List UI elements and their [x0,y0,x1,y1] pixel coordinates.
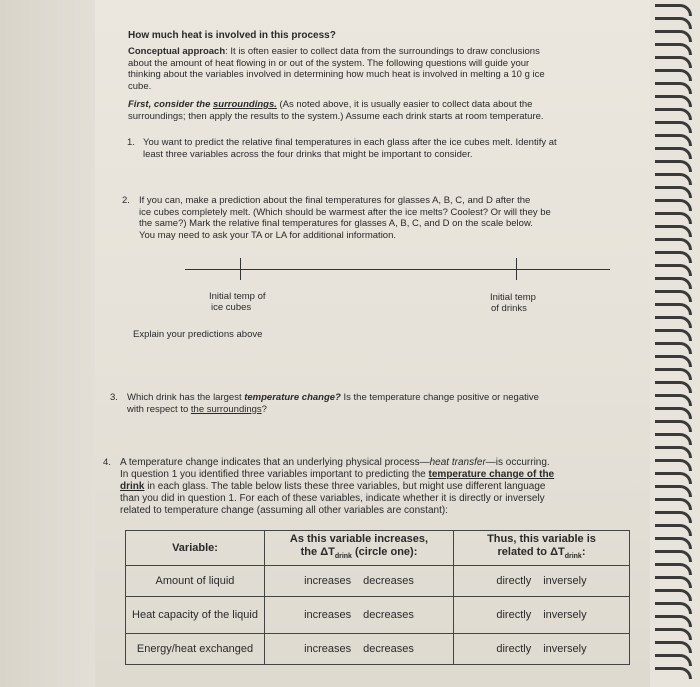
relation-options [454,634,630,665]
q3-number: 3. [110,392,118,403]
change-options [265,634,454,665]
header-relation: Thus, this variable is related to $\Delta T_{drink}$: [454,531,630,566]
q4-line-1: A temperature change indicates that an underlying physical process—heat transfer—is occurring. [120,457,550,468]
scale-label-drinks-2: of drinks [491,303,527,314]
q4-line-5: related to temperature change (assuming all other variables are constant): [120,505,448,516]
option-directly[interactable]: directly [496,575,532,587]
header-delta-t: As this variable increases, the $\Delta T_{drink}$ (circle one): [265,531,454,566]
option-inversely[interactable]: inversely [543,575,587,587]
scale-label-drinks-1: Initial temp [490,292,536,303]
conceptual-label: Conceptual approach [128,46,226,57]
option-inversely[interactable]: inversely [543,609,587,621]
option-inversely[interactable]: inversely [543,643,587,655]
variable-name: Heat capacity of the liquid [126,597,265,634]
conceptual-line-1: Conceptual approach: It is often easier to collect data from the surroundings to draw conclusions [128,46,540,57]
option-directly[interactable]: directly [496,609,532,621]
q1-line-2: least three variables across the four drinks that might be important to consider. [143,148,473,160]
q4-line-2: In question 1 you identified three variables important to predicting the temperature change of the [120,469,555,480]
q2-line-3: the same?) Mark the relative final temperatures for glasses A, B, C, and D on the scale below. [139,218,533,229]
scale-tick-ice [240,258,241,280]
option-increases[interactable]: increases [304,575,352,587]
option-increases[interactable]: increases [304,643,352,655]
option-decreases[interactable]: decreases [363,643,414,655]
q2-explain-prompt: Explain your predictions above [133,329,263,340]
relation-options [454,597,630,634]
change-options [265,597,454,634]
variable-name: Amount of liquid [126,566,265,597]
q2-line-4: You may need to ask your TA or LA for additional information. [139,229,397,241]
table-row [126,566,630,597]
change-options [265,566,454,597]
q2-line-2: ice cubes completely melt. (Which should be warmest after the ice melts? Coolest? Or will they be [139,206,551,218]
q4-line-4: than you did in question 1. For each of these variables, indicate whether it is directly or inversely [120,493,545,504]
relation-options [454,566,630,597]
table-row [126,597,630,634]
option-increases[interactable]: increases [304,609,352,621]
scale-label-ice-1: Initial temp of [209,291,266,302]
conceptual-line-2: about the amount of heat flowing in or out of the system. The following questions will guide your [128,57,530,69]
variables-table [125,530,630,665]
q3-line-1: Which drink has the largest temperature change? Is the temperature change positive or negative [127,392,539,403]
scale-label-ice-2: ice cubes [211,302,252,313]
q1-number: 1. [127,137,135,148]
variable-name: Energy/heat exchanged [126,634,265,665]
table-header-row [126,531,630,566]
q2-number: 2. [122,195,130,206]
page-heading: How much heat is involved in this process? [128,30,336,41]
scale-tick-drinks [516,258,517,280]
option-decreases[interactable]: decreases [363,609,414,621]
conceptual-line-3: thinking about the variables involved in determining how much heat is involved in melting a 10 g ice [128,69,545,80]
first-line-1: First, consider the surroundings. (As noted above, it is usually easier to collect data about the [128,99,533,110]
table-row [126,634,630,665]
first-line-2: surroundings; then apply the results to the system.) Assume each drink starts at room temperature. [128,110,544,122]
option-decreases[interactable]: decreases [363,575,414,587]
conceptual-line-4: cube. [128,80,152,92]
option-directly[interactable]: directly [496,643,532,655]
q2-line-1: If you can, make a prediction about the final temperatures for glasses A, B, C, and D after the [139,195,531,206]
q1-line-1: You want to predict the relative final temperatures in each glass after the ice cubes melt. Identify at [143,137,557,148]
temperature-scale-line[interactable] [185,269,610,270]
header-variable: Variable: [126,531,265,566]
q4-line-3: drink in each glass. The table below lists these three variables, but might use different language [120,481,546,492]
q3-line-2: with respect to the surroundings? [127,403,267,415]
q4-number: 4. [103,457,111,468]
